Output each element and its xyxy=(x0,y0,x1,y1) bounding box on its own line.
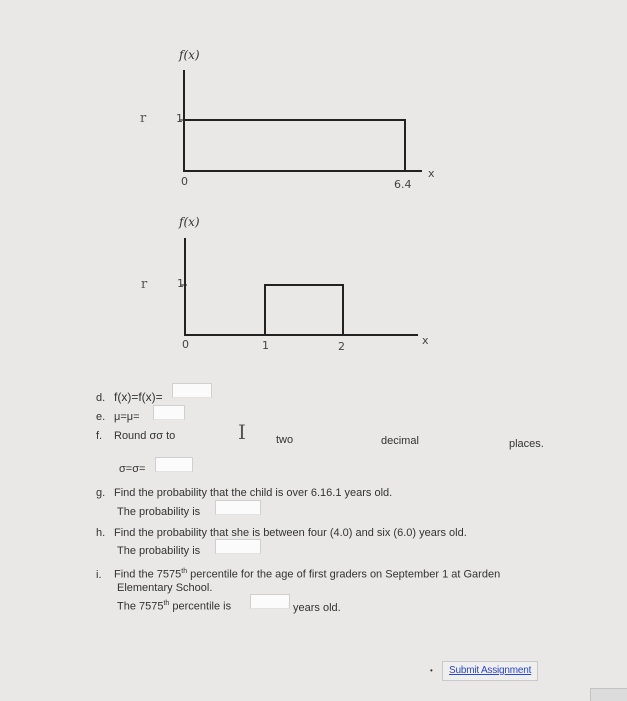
answer-g-input[interactable] xyxy=(215,500,261,515)
graph-2-fx-label: f(x) xyxy=(179,215,200,229)
question-g-answer-label: The probability is xyxy=(117,506,201,518)
question-e-letter: e. xyxy=(96,411,106,423)
answer-e-input[interactable] xyxy=(153,405,185,420)
graph-2-density-rect xyxy=(265,285,343,335)
graph-1-x-axis-label: x xyxy=(428,167,435,180)
bottom-corner-widget xyxy=(590,688,627,701)
question-g-text: Find the probability that the child is over 6.16.1 years old. xyxy=(114,487,393,499)
question-f-text: Round σσ to xyxy=(114,430,176,442)
question-i xyxy=(96,568,500,581)
question-f-letter: f. xyxy=(96,430,103,442)
graph-2-x-axis-label: x xyxy=(422,334,429,347)
graph-2-xtick1-label: 1 xyxy=(262,339,269,352)
text-cursor-icon: I xyxy=(238,420,246,444)
question-i-answer-line xyxy=(117,600,231,613)
graph-1-ytick-label: 1 xyxy=(176,112,183,125)
question-i-line1-sup: th xyxy=(181,568,188,575)
graph-1-radio[interactable]: r xyxy=(140,111,147,126)
question-f-word-places: places. xyxy=(509,438,544,450)
question-h-letter: h. xyxy=(96,527,106,539)
answer-i-input[interactable] xyxy=(250,594,290,609)
graph-1-origin-label: 0 xyxy=(181,175,188,188)
question-g-letter: g. xyxy=(96,487,106,499)
question-i-line1-post: percentile for the age of first graders on September 1 at Garden xyxy=(187,568,501,581)
question-h xyxy=(96,527,467,539)
question-i-answer-suffix: years old. xyxy=(293,602,341,614)
question-e xyxy=(96,411,140,423)
question-i-line2: Elementary School. xyxy=(117,582,213,594)
question-i-answer-sup: th xyxy=(163,600,170,607)
graph-1-xtick-label: 6.4 xyxy=(394,178,412,191)
question-i-line1-pre: Find the 7575 xyxy=(114,568,182,581)
question-i-answer-post: percentile is xyxy=(169,600,232,613)
question-d xyxy=(96,390,163,404)
question-h-answer-label: The probability is xyxy=(117,545,201,557)
graph-2-xtick2-label: 2 xyxy=(338,340,345,353)
question-f-word-two: two xyxy=(276,434,294,446)
graph-1-fx-label: f(x) xyxy=(179,48,200,62)
question-d-text: f(x)=f(x)= xyxy=(114,390,163,404)
graph-2-ytick-label: 1 xyxy=(177,277,184,290)
question-d-letter: d. xyxy=(96,392,106,404)
graph-2-radio[interactable]: r xyxy=(141,277,148,292)
question-h-text: Find the probability that she is between four (4.0) and six (6.0) years old. xyxy=(114,527,467,539)
answer-sigma-input[interactable] xyxy=(155,457,193,472)
submit-assignment-button[interactable]: Submit Assignment xyxy=(442,661,538,681)
graph-2-origin-label: 0 xyxy=(182,338,189,351)
question-i-answer-pre: The 7575 xyxy=(117,600,164,613)
question-e-text: μ=μ= xyxy=(114,411,140,423)
question-f xyxy=(96,430,175,442)
question-i-letter: i. xyxy=(96,568,102,581)
answer-h-input[interactable] xyxy=(215,539,261,554)
submit-bullet: • xyxy=(430,666,433,675)
question-f-word-decimal: decimal xyxy=(381,435,419,447)
question-g xyxy=(96,487,392,499)
sigma-label: σ=σ= xyxy=(119,463,146,475)
answer-d-input[interactable] xyxy=(172,383,212,398)
